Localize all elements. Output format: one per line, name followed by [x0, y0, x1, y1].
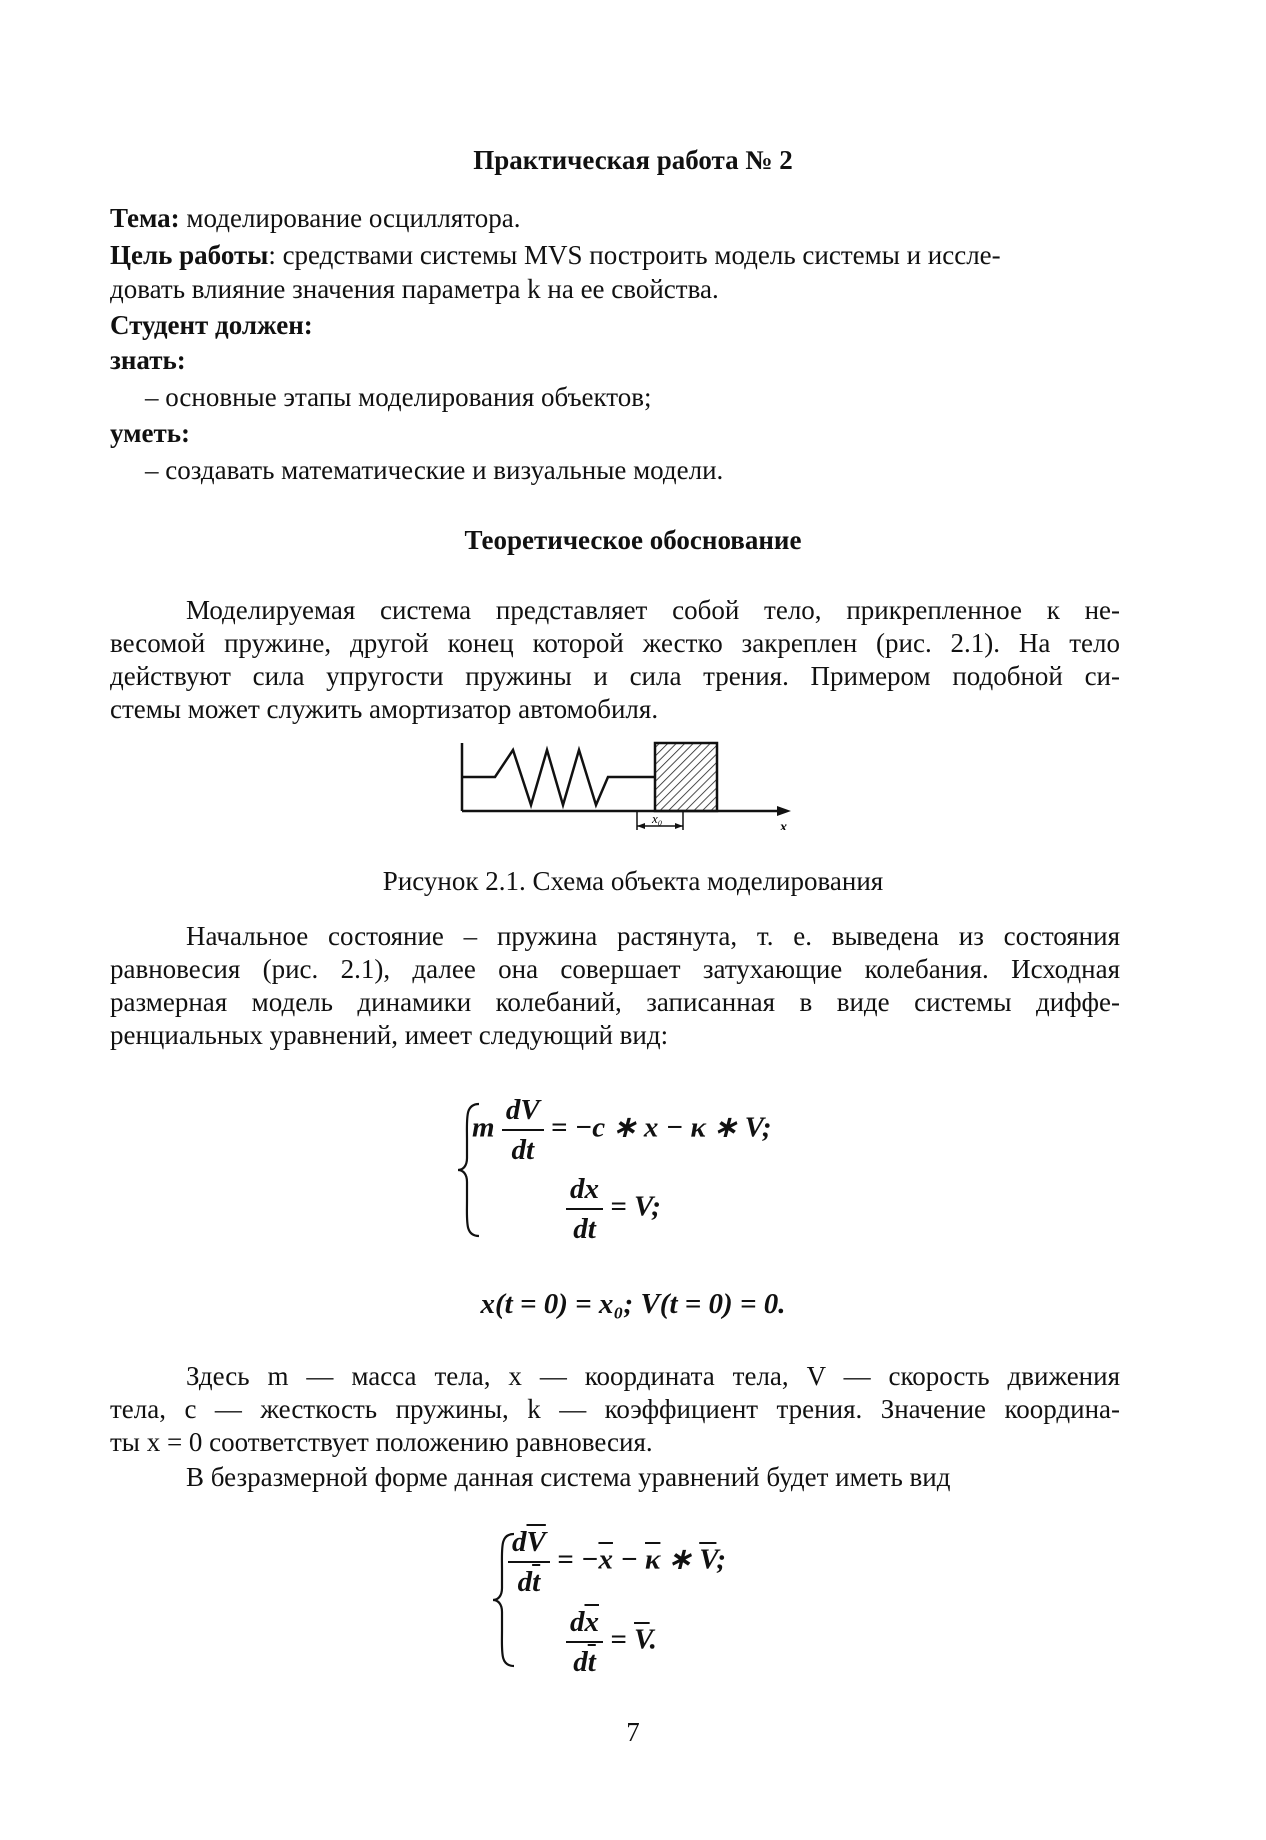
x0-label: x₀ [652, 811, 663, 826]
mass-symbol: m [472, 1111, 495, 1144]
para1-line: весомой пружине, другой конец которой жестко закреплен (рис. 2.1). На тело [110, 628, 1120, 658]
know-label: знать: [110, 345, 186, 375]
fraction-dV-dt-bar: $\frac{d\overline{V}}{d\overline{t}}$ [508, 1525, 550, 1599]
paragraph-3 [110, 1360, 1120, 1459]
spring-diagram [455, 735, 800, 830]
figure-caption: Рисунок 2.1. Схема объекта моделирования [382, 866, 884, 896]
topic-line [110, 203, 520, 234]
para2-line: ренциальных уравнений, имеет следующий вид: [110, 1020, 669, 1050]
can-item: – создавать математические и визуальные модели. [145, 455, 724, 485]
page-title: Практическая работа № 2 [473, 145, 793, 175]
paragraph-1 [110, 594, 1120, 726]
spring [462, 750, 655, 805]
para3-line: тела, c — жесткость пружины, k — коэффициент трения. Значение координа- [110, 1394, 1120, 1424]
paragraph-2 [110, 920, 1120, 1052]
x-axis-arrow [777, 806, 791, 816]
goal-line-1 [110, 240, 1001, 271]
section-heading: Теоретическое обоснование [464, 525, 802, 555]
para1-line: Моделируемая система представляет собой тело, прикрепленное к не- [186, 595, 1120, 625]
know-item: – основные этапы моделирования объектов; [145, 382, 652, 412]
initial-conditions: x(t = 0) = x₀; V(t = 0) = 0. [480, 1288, 786, 1320]
x-label: x [780, 820, 787, 830]
goal-line-2: довать влияние значения параметра k на ее свойства. [110, 274, 719, 304]
para2-line: Начальное состояние – пружина растянута, т. е. выведена из состояния [186, 921, 1120, 951]
para3-line: ты x = 0 соответствует положению равновесия. [110, 1427, 653, 1457]
student-heading: Студент должен: [110, 310, 313, 340]
equation-1-row-1 [472, 1093, 772, 1167]
equation-1-row-2 [566, 1172, 661, 1246]
para2-line: размерная модель динамики колебаний, записанная в виде системы диффе- [110, 987, 1120, 1017]
page-number: 7 [626, 1717, 640, 1747]
goal-text-1: : средствами системы MVS построить модель системы и иссле- [268, 240, 1001, 270]
fraction-dx-dt-bar: $\frac{d\overline{x}}{d\overline{t}}$ [566, 1605, 603, 1679]
equation-2-row-1: $\frac{d\overline{V}}{d\overline{t}}$ = $-\overline{x} - \overline{\kappa}$ ∗ $\overline{V}$; [508, 1525, 726, 1599]
equation-1-rhs-1: = −c ∗ x − κ ∗ V; [550, 1111, 772, 1144]
topic-label: Тема: [110, 203, 180, 233]
para1-line: действуют сила упругости пружины и сила трения. Примером подобной си- [110, 661, 1120, 691]
mass-block [655, 743, 717, 811]
equation-2-row-2: $\frac{d\overline{x}}{d\overline{t}}$ = $\overline{V}$. [566, 1605, 657, 1679]
equation-1-rhs-2: = V; [610, 1190, 661, 1223]
fraction-dx-dt: $\frac{dx}{dt}$ [566, 1172, 603, 1246]
topic-text: моделирование осциллятора. [179, 203, 521, 233]
para3-line: Здесь m — масса тела, x — координата тела, V — скорость движения [186, 1361, 1120, 1391]
paragraph-4: В безразмерной форме данная система уравнений будет иметь вид [186, 1462, 951, 1492]
para1-line: стемы может служить амортизатор автомобиля. [110, 694, 659, 724]
para2-line: равновесия (рис. 2.1), далее она совершает затухающие колебания. Исходная [110, 954, 1120, 984]
fraction-dV-dt: $\frac{dV}{dt}$ [502, 1093, 544, 1167]
goal-label: Цель работы [110, 240, 269, 270]
can-label: уметь: [110, 418, 191, 448]
